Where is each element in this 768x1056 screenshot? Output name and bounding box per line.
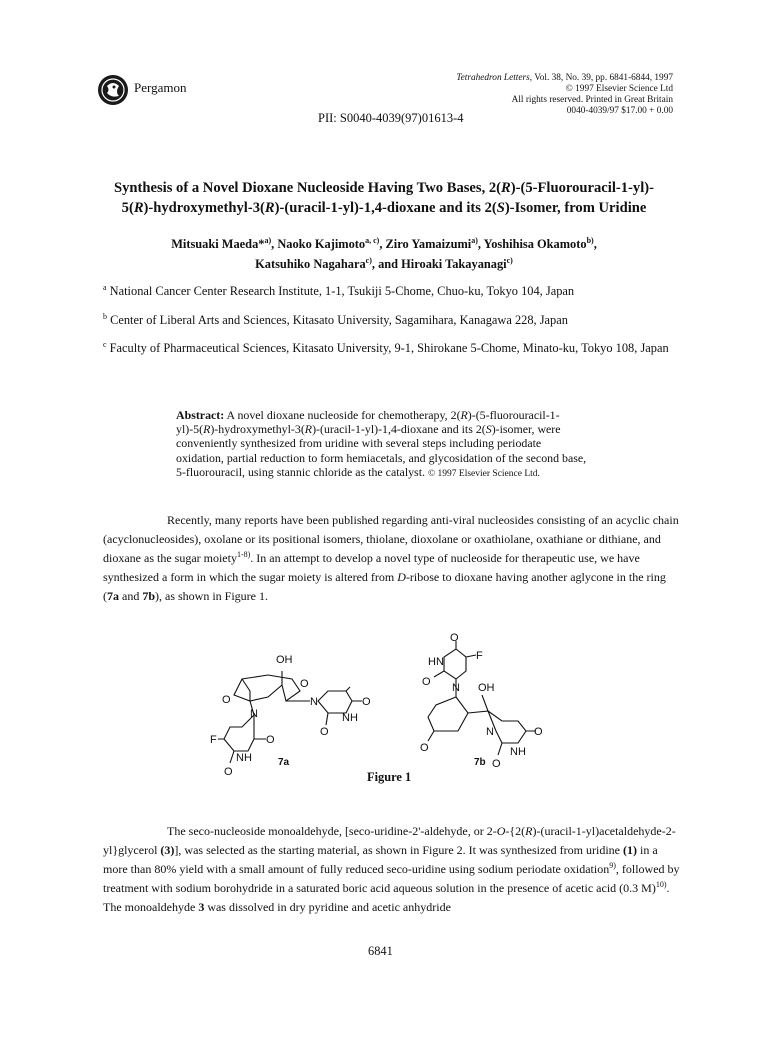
atom-o: O: [534, 726, 543, 738]
journal-issue: , Vol. 38, No. 39, pp. 6841-6844, 1997: [529, 73, 673, 83]
atom-f: F: [476, 650, 483, 662]
atom-o: O: [266, 734, 275, 746]
copyright-line: © 1997 Elsevier Science Ltd: [565, 84, 673, 94]
label-7b: 7b: [474, 757, 486, 768]
authors-line-1: Mitsuaki Maeda*$^{a)}$, Naoko Kajimoto$^{a, c)}$, Ziro Yamaizumi$^{a)}$, Yoshihisa Okamoto$^{b)}$,: [171, 236, 597, 251]
atom-o: O: [320, 726, 329, 738]
abstract-copyright: © 1997 Elsevier Science Ltd.: [427, 468, 540, 479]
atom-f: F: [210, 734, 217, 746]
author-list: [110, 234, 658, 274]
atom-o: O: [222, 694, 231, 706]
atom-o: O: [422, 676, 431, 688]
body-paragraph-2: The seco-nucleoside monoaldehyde, [seco-uridine-2'-aldehyde, or 2-O-{2(R)-(uracil-1-yl)acetaldehyde-2-yl}glycerol (3)], was selected as the starting material, as shown in Figure 2. It was synthesized from uridine (1) in a more than 80% yield with a small amount of fully reduced seco-uridine using sodium periodate oxidation$^{9)}$, followed by treatment with sodium borohydride in a saturated boric acid aqueous solution in the presence of acetic acid (0.3 M)$^{10)}$. The monoaldehyde 3 was dissolved in dry pyridine and acetic anhydride: [103, 824, 680, 914]
atom-nh: NH: [510, 746, 526, 758]
atom-o: O: [300, 678, 309, 690]
atom-n: N: [486, 726, 494, 738]
page-number: 6841: [368, 944, 393, 958]
label-7a: 7a: [278, 757, 290, 768]
price-line: 0040-4039/97 $17.00 + 0.00: [566, 106, 673, 116]
atom-n: N: [452, 682, 460, 694]
affiliation-c: $^c$ Faculty of Pharmaceutical Sciences, Kitasato University, 9-1, Shirokane 5-Chome, Minato-ku, Tokyo 108, Japan: [103, 340, 669, 355]
atom-o: O: [224, 766, 233, 778]
atom-nh: NH: [236, 752, 252, 764]
journal-name: Tetrahedron Letters: [456, 73, 530, 83]
abstract-label: Abstract:: [176, 408, 225, 422]
title-line-1: Synthesis of a Novel Dioxane Nucleoside Having Two Bases, 2(R)-(5-Fluorouracil-1-yl)-: [114, 180, 654, 196]
atom-nh: NH: [342, 712, 358, 724]
paper-title: [90, 178, 678, 218]
atom-o: O: [420, 742, 429, 754]
atom-o: O: [362, 696, 371, 708]
atom-hn: HN: [428, 656, 444, 668]
atom-n: N: [250, 708, 258, 720]
structure-7a: [210, 654, 371, 778]
atom-o: O: [450, 632, 459, 644]
atom-o: O: [492, 758, 501, 770]
journal-citation: [456, 73, 673, 84]
affiliation-a: $^a$ National Cancer Center Research Institute, 1-1, Tsukiji 5-Chome, Chuo-ku, Tokyo 104, Japan: [103, 283, 575, 298]
pii-identifier: PII: S0040-4039(97)01613-4: [318, 111, 464, 125]
title-line-2: 5(R)-hydroxymethyl-3(R)-(uracil-1-yl)-1,4-dioxane and its 2(S)-Isomer, from Uridine: [121, 200, 647, 216]
structure-7b: [420, 632, 543, 770]
authors-line-2: Katsuhiko Nagahara$^{c)}$, and Hiroaki Takayanagi$^{c)}$: [255, 256, 513, 271]
journal-info: [456, 73, 673, 117]
pergamon-logo: [97, 74, 129, 106]
atom-n: N: [310, 696, 318, 708]
atom-oh: OH: [276, 654, 293, 666]
figure-1-structures: [210, 632, 580, 780]
abstract: Abstract: A novel dioxane nucleoside for chemotherapy, 2(R)-(5-fluorouracil-1-yl)-5(R)-hydroxymethyl-3(R)-(uracil-1-yl)-1,4-dioxane and its 2(S)-isomer, were conveniently synthesized from uridine with several steps including periodate oxidation, partial reduction to form hemiacetals, and glycosidation of the second base, 5-fluorouracil, using stannic chloride as the catalyst. © 1997 Elsevier Science Ltd.: [176, 408, 587, 479]
body-paragraph-1: Recently, many reports have been published regarding anti-viral nucleosides consisting of an acyclic chain (acyclonucleosides), oxolane or its positional isomers, thiolane, dioxolane or oxathiolane, oxathiane or dithiane, and dioxane as the sugar moiety$^{1-8)}$. In an attempt to develop a novel type of nucleoside for therapeutic use, we have synthesized a form in which the sugar moiety is altered from D-ribose to dioxane having another aglycone in the ring (7a and 7b), as shown in Figure 1.: [103, 513, 679, 603]
publisher-name: Pergamon: [134, 80, 187, 95]
figure-caption: Figure 1: [367, 770, 412, 784]
atom-oh: OH: [478, 682, 495, 694]
affiliation-b: $^b$ Center of Liberal Arts and Sciences, Kitasato University, Sagamihara, Kanagawa 228, Japan: [103, 312, 568, 327]
rights-line: All rights reserved. Printed in Great Britain: [511, 95, 673, 105]
